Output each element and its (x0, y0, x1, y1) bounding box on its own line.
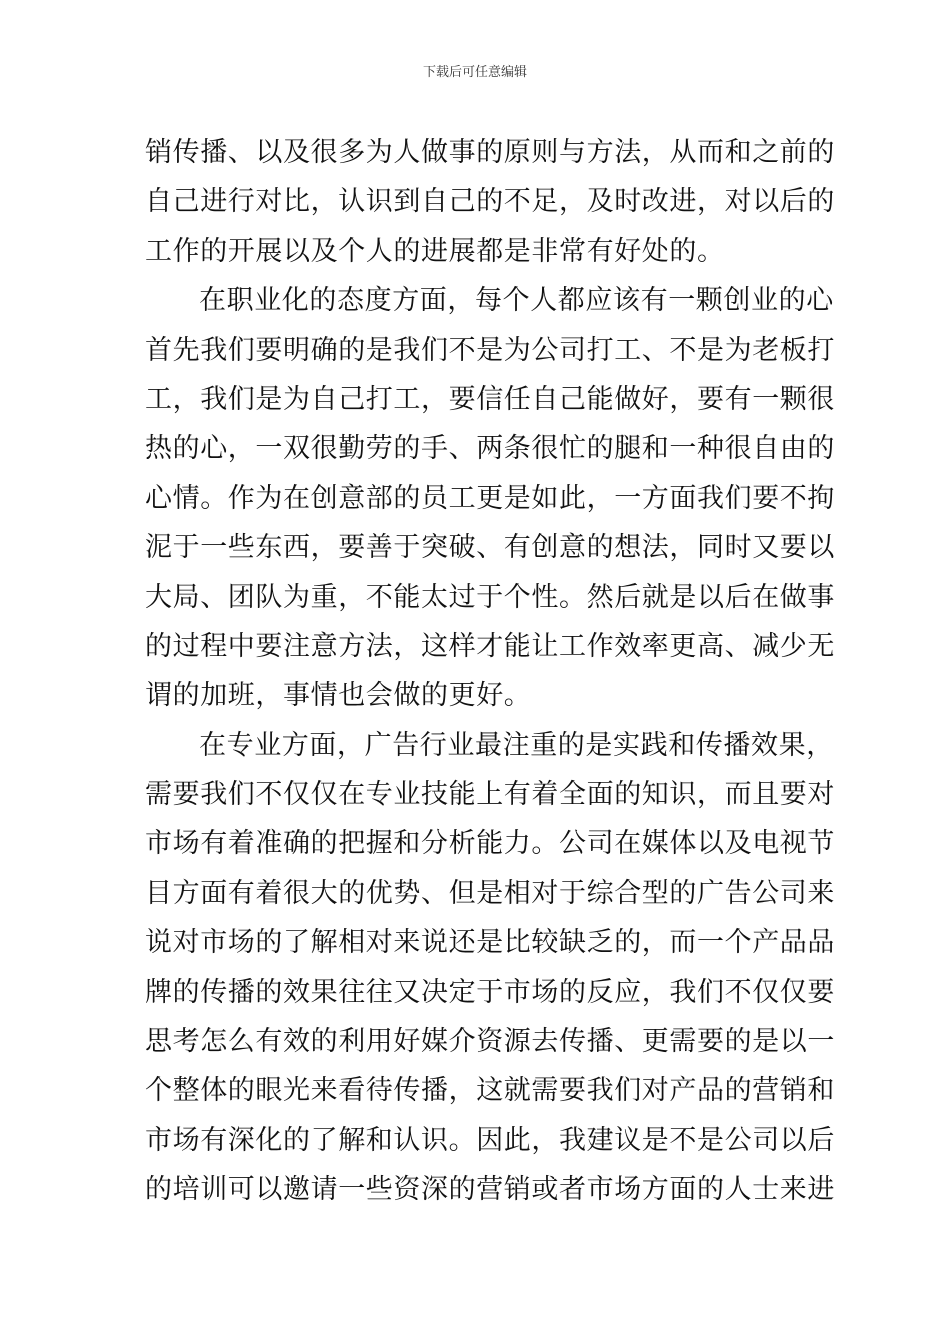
text-line: 泥于一些东西，要善于突破、有创意的想法，同时又要以 (145, 532, 835, 564)
text-line: 需要我们不仅仅在专业技能上有着全面的知识，而且要对 (145, 779, 835, 811)
text-line: 首先我们要明确的是我们不是为公司打工、不是为老板打 (145, 334, 835, 366)
paragraph-start-line: 在专业方面，广告行业最注重的是实践和传播效果， (199, 729, 834, 761)
paragraph-start-line: 在职业化的态度方面，每个人都应该有一颗创业的心 (199, 285, 834, 317)
text-line: 热的心，一双很勤劳的手、两条很忙的腿和一种很自由的 (145, 433, 835, 465)
text-line: 销传播、以及很多为人做事的原则与方法，从而和之前的 (145, 137, 835, 168)
text-line: 目方面有着很大的优势、但是相对于综合型的广告公司来 (145, 877, 835, 909)
text-line: 思考怎么有效的利用好媒介资源去传播、更需要的是以一 (145, 1026, 835, 1058)
text-line: 市场有深化的了解和认识。因此，我建议是不是公司以后 (145, 1124, 835, 1156)
text-line: 个整体的眼光来看待传播，这就需要我们对产品的营销和 (145, 1075, 835, 1107)
text-line: 谓的加班，事情也会做的更好。 (145, 680, 532, 712)
text-line: 工，我们是为自己打工，要信任自己能做好，要有一颗很 (145, 383, 835, 415)
page-header-note: 下载后可任意编辑 (422, 65, 527, 80)
text-line: 说对市场的了解相对来说还是比较缺乏的，而一个产品品 (145, 927, 835, 959)
text-line: 心情。作为在创意部的员工更是如此，一方面我们要不拘 (145, 482, 835, 514)
text-line: 市场有着准确的把握和分析能力。公司在媒体以及电视节 (145, 828, 835, 860)
text-line: 工作的开展以及个人的进展都是非常有好处的。 (145, 235, 725, 267)
document-body (145, 128, 835, 1215)
text-line: 自己进行对比，认识到自己的不足，及时改进，对以后的 (145, 186, 835, 218)
text-line: 的培训可以邀请一些资深的营销或者市场方面的人士来进 (145, 1174, 835, 1206)
text-line: 大局、团队为重，不能太过于个性。然后就是以后在做事 (145, 581, 835, 613)
text-line: 的过程中要注意方法，这样才能让工作效率更高、减少无 (145, 630, 835, 662)
text-line: 牌的传播的效果往往又决定于市场的反应，我们不仅仅要 (145, 976, 835, 1008)
